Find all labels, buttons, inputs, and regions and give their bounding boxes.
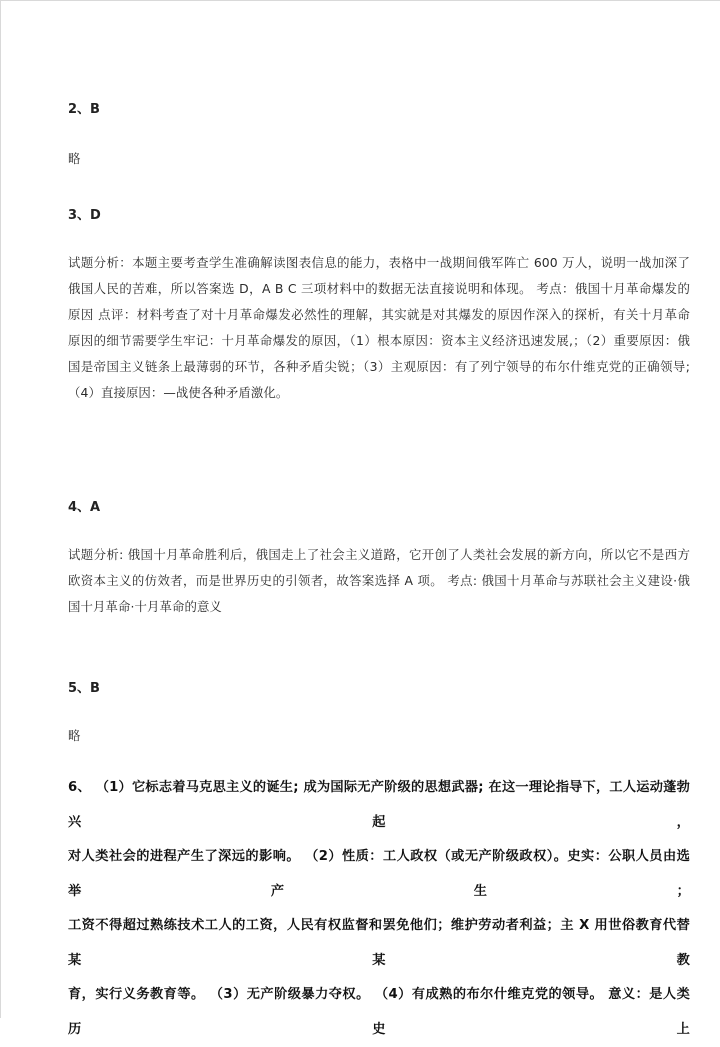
answer-3-line: 国是帝国主义链条上最薄弱的环节，各种矛盾尖锐；（3）主观原因：有了列宁领导的布尔什维克党的正确领导; xyxy=(68,359,690,374)
page-border-left xyxy=(0,0,1,1018)
answer-2-brief: 略 xyxy=(68,151,81,166)
answer-3-line: 俄国人民的苦难，所以答案选 D，A B C 三项材料中的数据无法直接说明和体现。 考点：俄国十月革命爆发的 xyxy=(68,281,690,296)
answer-6-explanation xyxy=(68,771,690,1047)
answer-6-line: 对人类社会的进程产生了深远的影响。 （2）性质：工人政权（或无产阶级政权）。史实：公职人员由选举产生； xyxy=(68,849,690,899)
answer-6-line: 育，实行义务教育等。 （3）无产阶级暴力夺权。 （4）有成熟的布尔什维克党的领导。 意义：是人类历史上 xyxy=(68,987,690,1037)
answer-2-heading: 2、B xyxy=(68,102,100,117)
answer-3-line: （4）直接原因：—战使各种矛盾激化。 xyxy=(68,385,289,400)
answer-4-line: 国十月革命·十月革命的意义 xyxy=(68,599,222,614)
answer-5-brief: 略 xyxy=(68,728,81,743)
answer-4-heading: 4、A xyxy=(68,500,101,515)
answer-4-line: 试题分析: 俄国十月革命胜利后，俄国走上了社会主义道路，它开创了人类社会发展的新方向，所以它不是西方 xyxy=(68,547,690,562)
answer-6-line: 6、 （1）它标志着马克思主义的诞生; 成为国际无产阶级的思想武器; 在这一理论指导下，工人运动蓬勃兴起， xyxy=(68,780,690,830)
answer-3-explanation xyxy=(68,250,690,406)
answer-3-line: 原因的细节需要学生牢记：十月革命爆发的原因，（1）根本原因：资本主义经济迅速发展,；（2）重要原因：俄 xyxy=(68,333,690,348)
answer-4-explanation xyxy=(68,542,690,620)
page-border-top xyxy=(0,0,720,1)
answer-3-heading: 3、D xyxy=(68,208,101,223)
answer-4-line: 欧资本主义的仿效者，而是世界历史的引领者，故答案选择 A 项。 考点: 俄国十月革命与苏联社会主义建设·俄 xyxy=(68,573,690,588)
answer-5-heading: 5、B xyxy=(68,681,100,696)
answer-3-line: 原因 点评：材料考查了对十月革命爆发必然性的理解，其实就是对其爆发的原因作深入的探析，有关十月革命 xyxy=(68,307,690,322)
answer-6-line: 工资不得超过熟练技术工人的工资，人民有权监督和罢免他们；维护劳动者利益；主 X 用世俗教育代替某某教 xyxy=(68,918,690,968)
answer-3-line: 试题分析：本题主要考查学生准确解读图表信息的能力，表格中一战期间俄军阵亡 600 万人，说明一战加深了 xyxy=(68,255,690,270)
